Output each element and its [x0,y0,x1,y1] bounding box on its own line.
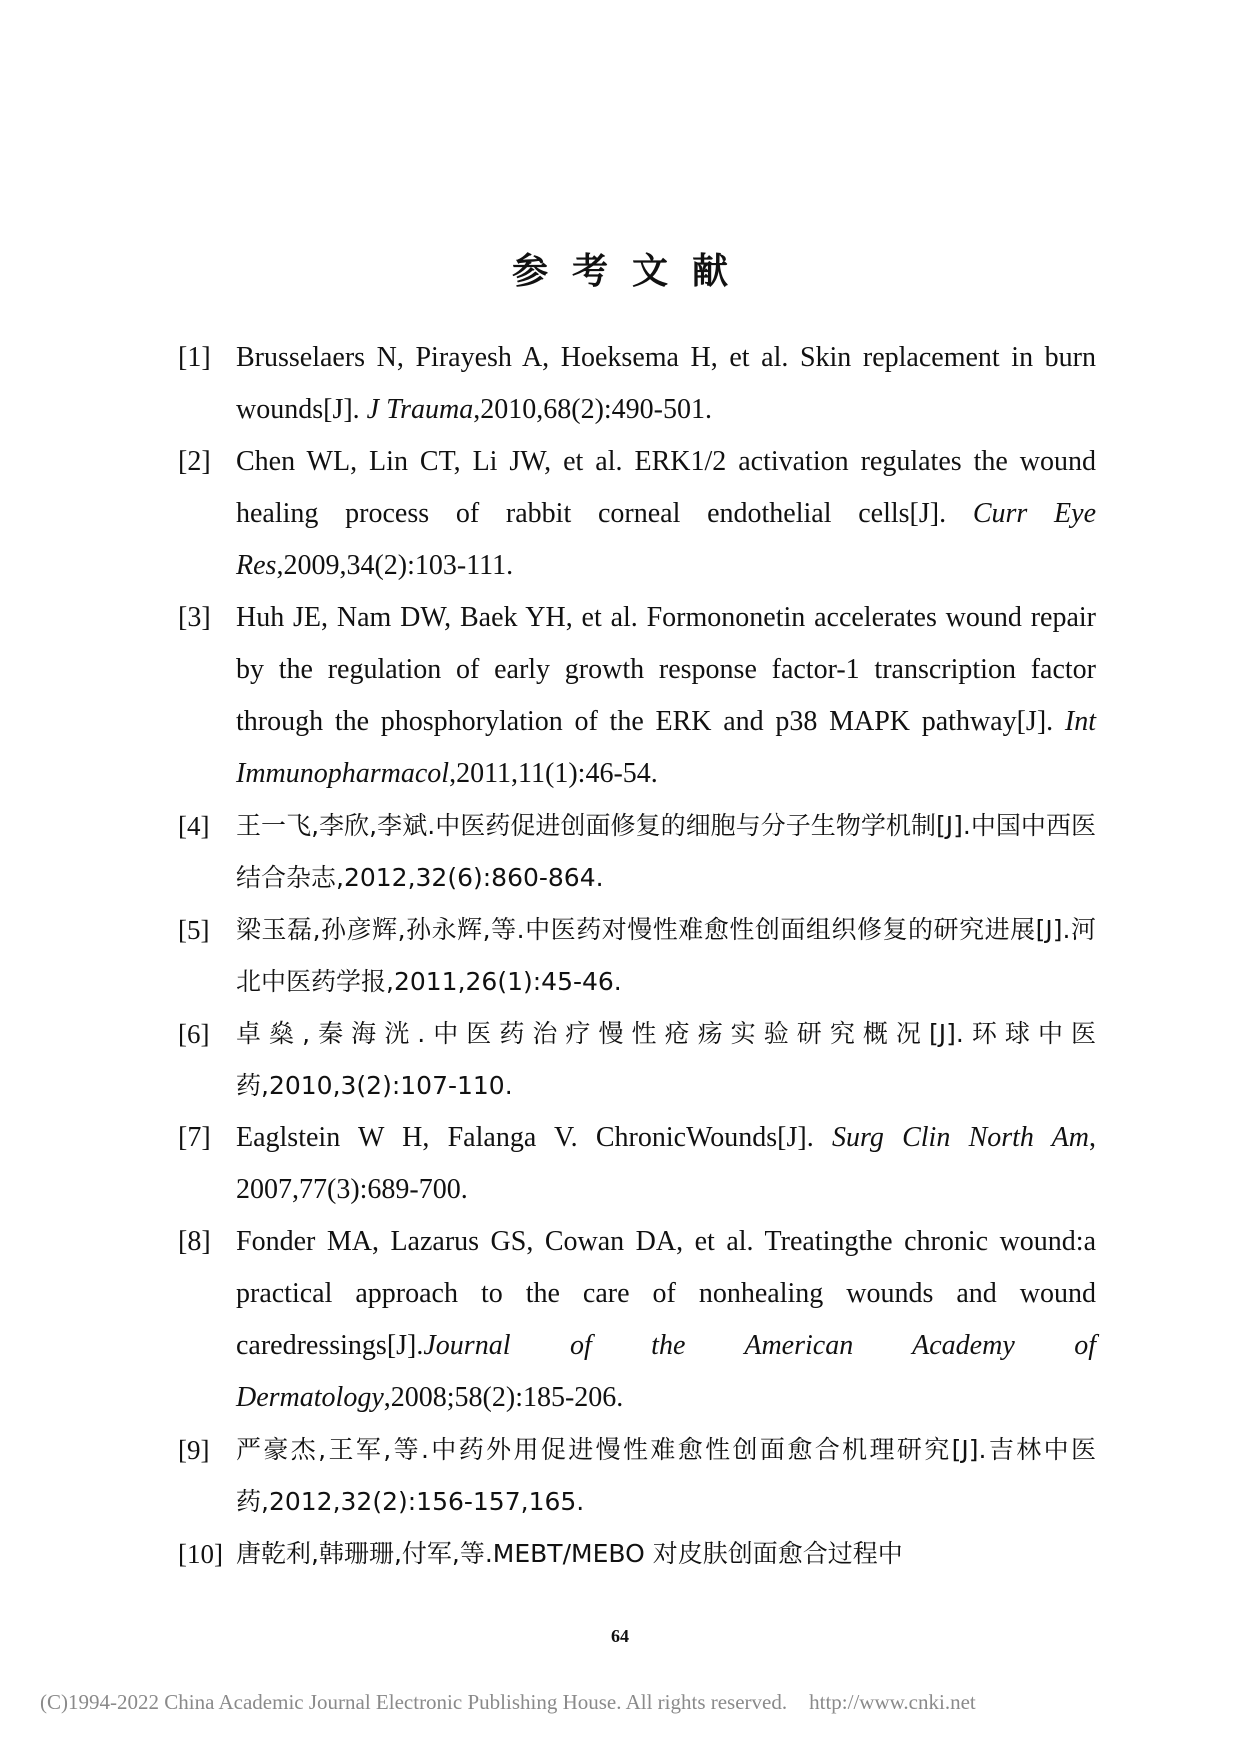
page-number: 64 [611,1626,629,1646]
copyright-footer [40,1690,1210,1715]
reference-item-9 [178,1424,1096,1528]
reference-item-5 [178,904,1096,1008]
reference-text: Fonder MA, Lazarus GS, Cowan DA, et al. Treatingthe chronic wound:a practical approach to the care of nonhealing wounds and wound caredressings[J]. [236,1226,1096,1361]
reference-journal: J Trauma [366,394,474,425]
reference-citation: ,2008;58(2):185-206. [383,1382,624,1413]
reference-citation: , 2007,77(3):689-700. [236,1122,1097,1205]
copyright-text: (C)1994-2022 China Academic Journal Electronic Publishing House. All rights reserved. [40,1690,788,1714]
reference-text: 严豪杰,王军,等.中药外用促进慢性难愈性创面愈合机理研究[J].吉林中医药,2012,32(2):156-157,165. [236,1435,1096,1516]
reference-number: [9] [178,1435,210,1465]
reference-item-10 [178,1528,1096,1580]
reference-journal: Journal of the American Academy of Dermatology [236,1330,1096,1413]
reference-text: 梁玉磊,孙彦辉,孙永辉,等.中医药对慢性难愈性创面组织修复的研究进展[J].河北中医药学报,2011,26(1):45-46. [236,915,1096,996]
reference-item-3 [178,592,1096,800]
reference-number: [4] [178,811,210,841]
reference-journal: Int Immunopharmacol [236,706,1096,789]
reference-number: [6] [178,1019,210,1049]
reference-text: 王一飞,李欣,李斌.中医药促进创面修复的细胞与分子生物学机制[J].中国中西医结合杂志,2012,32(6):860-864. [236,811,1096,892]
reference-text: Eaglstein W H, Falanga V. ChronicWounds[J]. [236,1122,832,1153]
reference-text: 卓燊,秦海洸.中医药治疗慢性疮疡实验研究概况[J].环球中医药,2010,3(2):107-110. [236,1019,1096,1100]
reference-text: Chen WL, Lin CT, Li JW, et al. ERK1/2 activation regulates the wound healing process of rabbit corneal endothelial cells[J]. [236,446,1096,529]
reference-journal: Surg Clin North Am [831,1122,1090,1153]
reference-citation: ,2010,68(2):490-501. [473,394,713,425]
reference-item-7 [178,1112,1096,1216]
reference-item-4 [178,800,1096,904]
footer-url: http://www.cnki.net [809,1690,976,1714]
reference-journal: Curr Eye Res [236,498,1096,581]
reference-number: [8] [178,1226,211,1257]
reference-number: [10] [178,1539,223,1569]
reference-number: [7] [178,1122,211,1153]
reference-text: Huh JE, Nam DW, Baek YH, et al. Formononetin accelerates wound repair by the regulation of early growth response factor-1 transcription factor through the phosphorylation of the ERK and p38 MAPK pathway[J]. [236,602,1096,737]
reference-citation: ,2011,11(1):46-54. [449,758,658,789]
reference-number: [5] [178,915,210,945]
reference-item-2 [178,436,1096,592]
reference-text: Brusselaers N, Pirayesh A, Hoeksema H, et al. Skin replacement in burn wounds[J]. [236,342,1096,425]
reference-list [178,332,1096,1580]
reference-number: [3] [178,602,211,633]
reference-item-1 [178,332,1096,436]
reference-item-8 [178,1216,1096,1424]
reference-number: [1] [178,342,211,373]
reference-citation: ,2009,34(2):103-111. [276,550,514,581]
reference-item-6 [178,1008,1096,1112]
reference-number: [2] [178,446,211,477]
reference-text: 唐乾利,韩珊珊,付军,等.MEBT/MEBO 对皮肤创面愈合过程中 [236,1539,903,1568]
page-title: 参考文献 [511,251,752,292]
